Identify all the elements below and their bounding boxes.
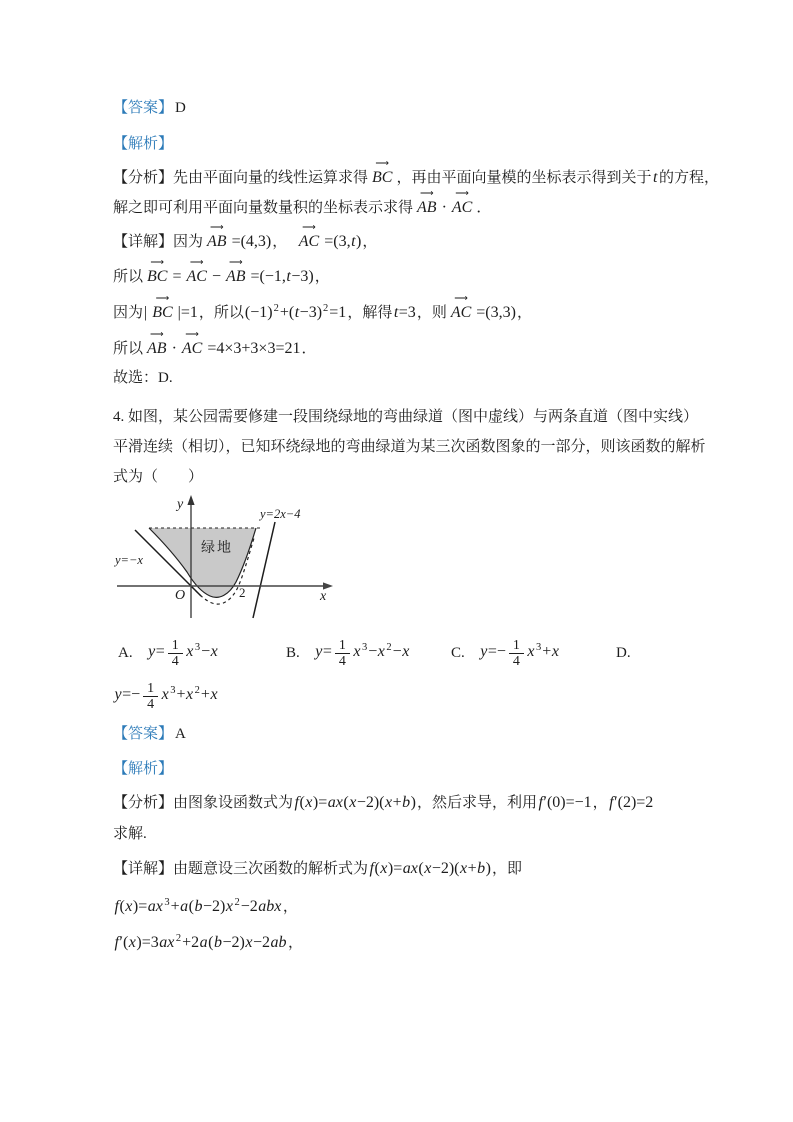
answer-label: 【答案】 <box>113 726 174 742</box>
option-d-formula: y=− $\frac{1}{4}$ x $^3$+x $^2$+x <box>114 680 218 712</box>
answer-value: D <box>175 100 187 116</box>
q4-detail-line3: f′(x)=3ax $^2$+2a(b−2)x−2ab ， <box>114 933 303 951</box>
q4-stem <box>113 402 713 492</box>
q4-stem-line1: 4. 如图，某公园需要修建一段围绕绿地的弯曲绿道（图中虚线）与两条直道（图中实线） <box>113 409 699 425</box>
q3-analysis-header: 【解析】 <box>113 136 174 152</box>
figure-right-line-label: y=2x−4 <box>260 507 301 521</box>
q4-analysis-line1: 【分析】由图象设函数式为f(x)=ax(x−2)(x+b)，然后求导，利用f′(0)=−1，f′(2)=2 <box>113 794 654 811</box>
q3-analysis-line1: 【分析】先由平面向量的线性运算求得 ⟶ BC ，再由平面向量模的坐标表示得到关于t 的方程， <box>113 166 713 189</box>
figure-y-label: y <box>177 497 184 512</box>
q4-detail-line1: 【详解】由题意设三次函数的解析式为f(x)=ax(x−2)(x+b)，即 <box>113 860 522 877</box>
option-d-formula-line <box>113 675 713 717</box>
q4-figure <box>113 492 343 624</box>
figure-right-line <box>253 522 275 618</box>
option-a-label: A. <box>118 644 133 661</box>
q4-answer-line <box>113 723 713 745</box>
q3-detail-line1: 【详解】因为 ⟶ AB =(4,3)， ⟶ AC =(3,t)， <box>113 230 713 253</box>
option-c-formula: y=− $\frac{1}{4}$ x $^3$+x <box>480 637 559 669</box>
option-c-label: C. <box>451 644 465 661</box>
q4-detail-line2: f(x)=ax $^3$+a(b−2)x $^2$−2abx ， <box>114 897 298 915</box>
figure-x-label: x <box>320 589 327 604</box>
q3-detail-line3: 因为| ⟶ BC |=1，所以$(-1)^2+(t-3)^2=1$，解得t=3，则 ⟶ AC =(3,3)， <box>113 301 713 324</box>
q3-analysis-line2: 解之即可利用平面向量数量积的坐标表示求得 ⟶ AB · ⟶ AC ． <box>113 196 713 219</box>
option-b <box>286 638 451 669</box>
option-a <box>118 638 286 669</box>
q3-answer-line <box>113 97 713 119</box>
option-d-label: D. <box>616 644 631 661</box>
q4-stem-line3: 式为（ ） <box>113 469 204 485</box>
figure-left-line-label: y=−x <box>115 553 143 567</box>
q3-conclusion: 故选：D. <box>113 370 173 386</box>
option-d <box>616 645 645 662</box>
q4-options-row <box>113 631 713 675</box>
figure-y-axis-arrow <box>187 495 194 505</box>
q4-stem-line2: 平滑连续（相切），已知环绕绿地的弯曲绿道为某三次函数图象的一部分，则该函数的解析 <box>113 439 706 455</box>
q4-analysis-header: 【解析】 <box>113 761 174 777</box>
q3-detail-line4: 所以 ⟶ AB · ⟶ AC =4×3+3×3=21． <box>113 337 713 360</box>
q4-figure-container <box>113 492 713 629</box>
option-b-formula: y= $\frac{1}{4}$ x $^3$−x $^2$−x <box>315 637 410 669</box>
option-a-formula: y= $\frac{1}{4}$ x $^3$−x <box>148 637 218 669</box>
option-b-label: B. <box>286 644 300 661</box>
q3-detail-line2: 所以 ⟶ BC = ⟶ AC − ⟶ AB =(−1,t−3)， <box>113 265 713 288</box>
option-c <box>451 638 616 669</box>
figure-origin-label: O <box>175 588 186 603</box>
figure-tick-2-label: 2 <box>239 585 246 600</box>
answer-value: A <box>175 726 187 742</box>
figure-region-label: 绿地 <box>201 541 233 556</box>
q4-analysis-line2: 求解. <box>113 826 147 842</box>
answer-label: 【答案】 <box>113 100 174 116</box>
